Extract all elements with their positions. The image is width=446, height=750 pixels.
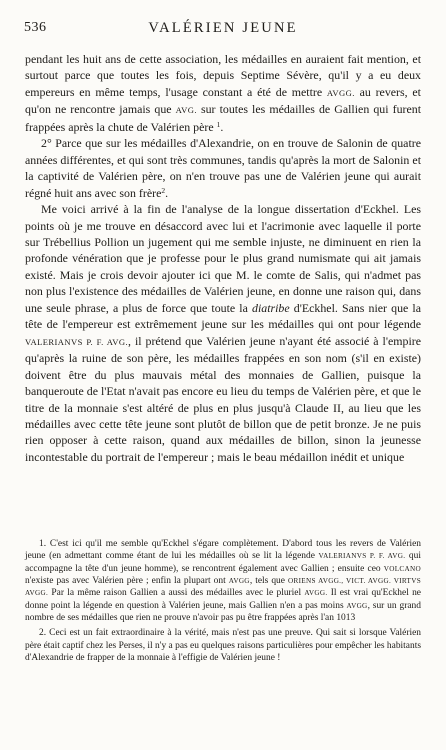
main-text xyxy=(25,51,421,465)
footnote-ref-2: 2 xyxy=(161,185,166,195)
footnote-ref-1: 1 xyxy=(216,119,221,129)
page-number: 536 xyxy=(24,20,47,35)
small-caps-legend: AVGG. xyxy=(326,87,355,98)
small-caps-legend: AVG. xyxy=(175,105,197,116)
footnotes xyxy=(25,538,421,664)
footnote-2: 2. Ceci est un fait extraordinaire à la vérité, mais n'est pas une preuve. Qui sait si lorsque Valérien père était captif chez les Perses, il n'y a pas eu quelques raisons particulières pour empêcher les habitants d'Alexandrie de frapper de la monnaie à l'effigie de Valérien jeune ! xyxy=(25,628,421,664)
paragraph-1: pendant les huit ans de cette association, les médailles en auraient fait mention, et surtout parce que toutes les fois, depuis Septime Sévère, qu'il y a eu deux empereurs en même temps, l'usage constant a été de mettre AVGG. au revers, et qu'on ne rencontre jamais que AVG. sur toutes les médailles de Gallien qui furent frappées après la chute de Valérien père $^1$. xyxy=(25,52,421,134)
running-head: VALÉRIEN JEUNE xyxy=(148,20,298,36)
italic-word: diatribe xyxy=(252,300,290,315)
paragraph-3: Me voici arrivé à la fin de l'analyse de la longue dissertation d'Eckhel. Les points où je me trouve en désaccord avec lui et l'acrimonie avec laquelle il porte sur Trébellius Pollion un jugement qui me semble injuste, ne diminuent en rien la profonde vénération que je professe pour le plus grand numismate qui ait jamais existé. Mais je crois devoir ajouter ici que M. le comte de Salis, qui n'admet pas non plus l'existence des médailles de Valérien jeune, en donne une raison qui, dans une seule phrase, a plus de force que toute la diatribe d'Eckhel. Sans nier que la tête de l'empereur est extrêmement jeune sur les médailles qui ont pour légende VALERIANVS P. F. AVG., il prétend que Valérien jeune n'ayant été associé à l'empire qu'après la ruine de son père, les médailles frappées en son nom (s'il en existe) doivent être du plus mauvais métal des monnaies de Gallien, puisque la banqueroute de l'Etat n'avait pas encore eu lieu du temps de Valérien père, et que le titre de la monnaie s'est altéré de plus en plus jusqu'à Claude II, au lieu que les médailles avec cette tête jeune sont plutôt de billon que de petit bronze. Je ne puis rien opposer à cette raison, quand aux médailles de billon, sinon la jeunesse incontestable du portrait de l'empereur ; mais le beau médaillon inédit et unique xyxy=(25,202,421,464)
page-header xyxy=(24,20,422,40)
paragraph-2: 2° Parce que sur les médailles d'Alexandrie, on en trouve de Salonin de quatre années différentes, et qui sont très communes, tandis qu'après la mort de Salonin et la captivité de Valérien père, on n'en trouve pas une de Valérien jeune qui aurait régné huit ans avec son frère$^2$. xyxy=(25,136,421,200)
small-caps-legend: VALERIANVS P. F. AVG. xyxy=(25,336,129,347)
footnote-1: 1. C'est ici qu'il me semble qu'Eckhel s'égare complètement. D'abord tous les revers de Valérien jeune (en admettant comme étant de lui les médailles où se lit la légende VALERIANVS P. F. AVG. qui accompagne la tête d'un jeune homme), se rencontrent également avec Gallien ; ensuite ceo VOLCANO n'existe pas avec Valérien père ; enfin la plupart ont AVGG, tels que ORIENS AVGG., VICT. AVGG. VIRTVS AVGG. Par la même raison Gallien a aussi des médailles avec le pluriel AVGG. Il est vrai qu'Eckhel ne donne point la légende en question à Valérien jeune, mais Gallien n'en a pas moins AVGG, sur un grand nombre de ses médailles que rien ne prouve n'avoir pas pu être frappées après l'an 1013 xyxy=(25,539,422,624)
